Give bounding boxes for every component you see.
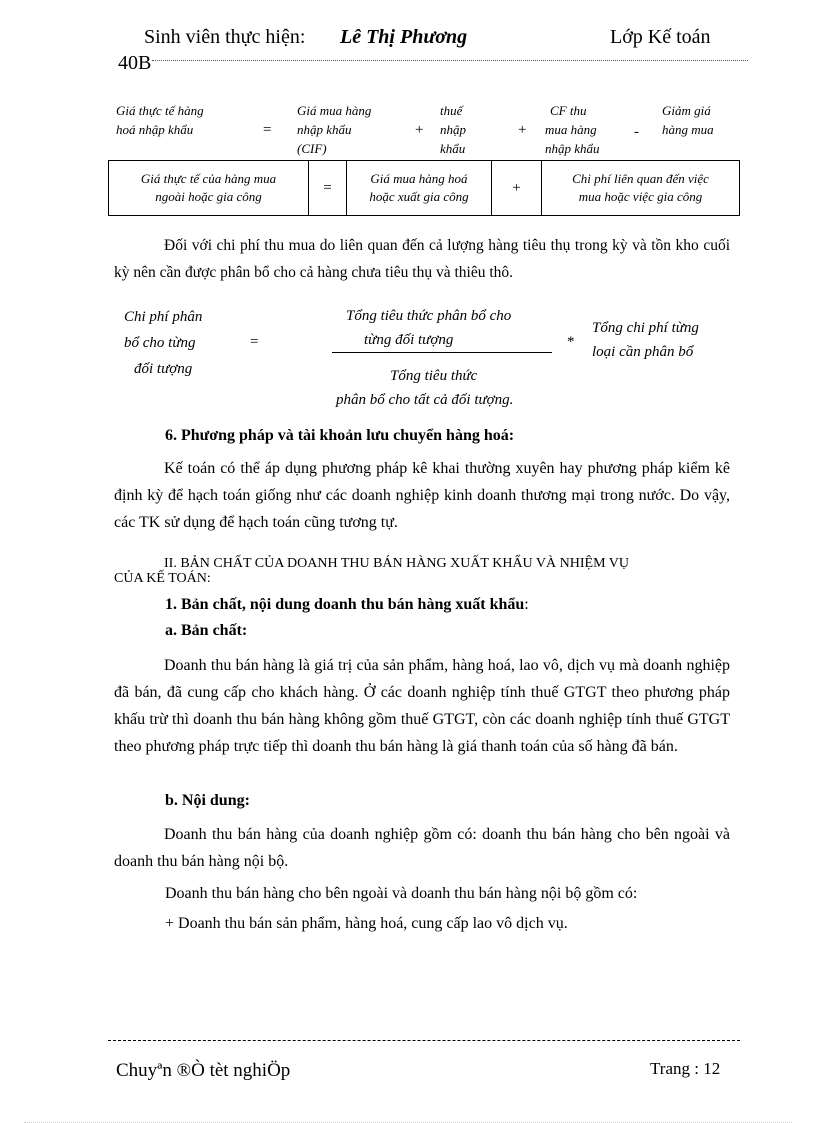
sectionII-para-b2: Doanh thu bán hàng cho bên ngoài và doanh thu bán hàng nội bộ gồm có:: [165, 885, 638, 902]
header-student-name: Lê Thị Phương: [340, 26, 468, 48]
formula-box-cell-4: +: [492, 161, 542, 215]
formula2-lhs-l2: bổ cho từng: [124, 335, 196, 351]
formula1-term1-l3: (CIF): [297, 141, 327, 156]
formula1-term3: [545, 101, 600, 158]
formula-box-cell-5: [542, 161, 739, 215]
sectionII-sub1-colon: :: [524, 596, 529, 613]
formula2-times: *: [567, 334, 575, 350]
formula1-minus: -: [634, 124, 639, 140]
formula2-den-l1: Tổng tiêu thức: [390, 368, 478, 384]
formula-box-cell-3: [347, 161, 492, 215]
formula1-term2-l2: nhập: [440, 122, 466, 137]
formula1-term1-l2: nhập khẩu: [297, 122, 352, 137]
formula-box-c1-l2: ngoài hoặc gia công: [155, 189, 262, 204]
footer-divider: [108, 1040, 740, 1041]
formula2-lhs-l3: đối tượng: [134, 361, 193, 377]
formula2-rhs: [592, 316, 699, 364]
formula1-plus1: +: [415, 122, 424, 138]
formula1-term1-l1: Giá mua hàng: [297, 103, 372, 118]
formula1-lhs: [116, 101, 204, 139]
formula1-term4-l2: hàng mua: [662, 122, 714, 137]
formula-box-cell-2: =: [309, 161, 347, 215]
header-divider: [152, 60, 748, 61]
formula1-term2-l1: thuế: [440, 103, 463, 118]
formula-box-c5-l2: mua hoặc việc gia công: [578, 189, 703, 204]
formula-box-cell-1: [109, 161, 309, 215]
formula1-term2-l3: khẩu: [440, 141, 466, 156]
sectionII-para-a: Doanh thu bán hàng là giá trị của sản phẩm, hàng hoá, lao vô, dịch vụ mà doanh nghiệp đã bán, đã cung cấp cho khách hàng. Ở các doanh nghiệp tính thuế GTGT theo phương pháp khấu trừ thì doanh thu bán hàng không gồm thuế GTGT, còn các doanh nghiệp tính thuế GTGT theo phương pháp trực tiếp thì doanh thu bán hàng là giá thanh toán của số hàng đã bán.: [114, 657, 730, 755]
section6-title: 6. Phương pháp và tài khoản lưu chuyển hàng hoá:: [165, 427, 515, 444]
sectionII-sub1-text: 1. Bản chất, nội dung doanh thu bán hàng xuất khẩu: [165, 596, 525, 613]
formula2-rhs-l1: Tổng chi phí từng: [592, 320, 699, 336]
formula2-den-l2: phân bổ cho tất cả đối tượng.: [336, 392, 514, 408]
formula2-numerator: [346, 304, 511, 352]
formula1-term3-l1: CF thu: [550, 103, 587, 118]
formula1-plus2: +: [518, 122, 527, 138]
footer-left: Chuyªn ®Ò tèt nghiÖp: [116, 1060, 291, 1081]
formula1-eq: =: [263, 122, 272, 138]
header-class: Lớp Kế toán: [610, 26, 711, 48]
formula1-term2: [440, 101, 466, 158]
formula1-term4-l1: Giảm giá: [662, 103, 711, 118]
formula2-lhs: [124, 304, 202, 382]
section6-body: Kế toán có thể áp dụng phương pháp kê khai thường xuyên hay phương pháp kiểm kê định kỳ để hạch toán giống như các doanh nghiệp kinh doanh thương mại trong nước. Do vậy, các TK sử dụng để hạch toán cũng tương tự.: [114, 460, 730, 531]
formula-box-c1-l1: Giá thực tế của hàng mua: [140, 171, 277, 186]
formula1-term1: [297, 101, 371, 158]
footer-page-number: Trang : 12: [650, 1059, 721, 1078]
formula-box-c5-l1: Chi phí liên quan đến việc: [572, 171, 709, 186]
formula2-fraction-bar: [332, 352, 552, 353]
sectionII-para-b3: + Doanh thu bán sản phẩm, hàng hoá, cung cấp lao vô dịch vụ.: [165, 915, 568, 932]
sectionII-subb: b. Nội dung:: [165, 792, 250, 809]
formula1-term3-l3: nhập khẩu: [545, 141, 600, 156]
formula2-num-l2: từng đối tượng: [364, 332, 454, 348]
formula1-lhs-l2: hoá nhập khẩu: [116, 122, 194, 137]
formula-box: [108, 160, 740, 216]
formula1-term4: [662, 101, 714, 139]
sectionII-para-b1: Doanh thu bán hàng của doanh nghiệp gồm có: doanh thu bán hàng cho bên ngoài và doanh thu bán hàng nội bộ.: [114, 826, 730, 870]
formula2-num-l1: Tổng tiêu thức phân bổ cho: [346, 308, 512, 324]
paragraph-allocation: Đối với chi phí thu mua do liên quan đến cả lượng hàng tiêu thụ trong kỳ và tồn kho cuối kỳ nên cần được phân bổ cho cả hàng chưa tiêu thụ và thiêu thô.: [114, 237, 730, 281]
formula2-lhs-l1: Chi phí phân: [124, 309, 203, 325]
header-class-cont: 40B: [118, 52, 152, 74]
sectionII-heading-l2: CỦA KẾ TOÁN:: [114, 571, 211, 586]
sectionII-heading-l1: II. BẢN CHẤT CỦA DOANH THU BÁN HÀNG XUẤT KHẨU VÀ NHIỆM VỤ: [164, 556, 629, 571]
sectionII-suba: a. Bản chất:: [165, 622, 248, 639]
header-prefix: Sinh viên thực hiện:: [144, 26, 306, 48]
sectionII-heading: [114, 556, 629, 586]
formula2-rhs-l2: loại cần phân bổ: [592, 344, 694, 360]
page-header: [118, 26, 738, 76]
formula-box-c3-l1: Giá mua hàng hoá: [370, 171, 468, 186]
formula2-denominator: [336, 364, 513, 412]
formula-box-c3-l2: hoặc xuất gia công: [369, 189, 469, 204]
formula1-term3-l2: mua hàng: [545, 122, 597, 137]
formula2-eq: =: [250, 334, 259, 350]
sectionII-sub1: [165, 596, 529, 614]
formula1-lhs-l1: Giá thực tế hàng: [116, 103, 204, 118]
